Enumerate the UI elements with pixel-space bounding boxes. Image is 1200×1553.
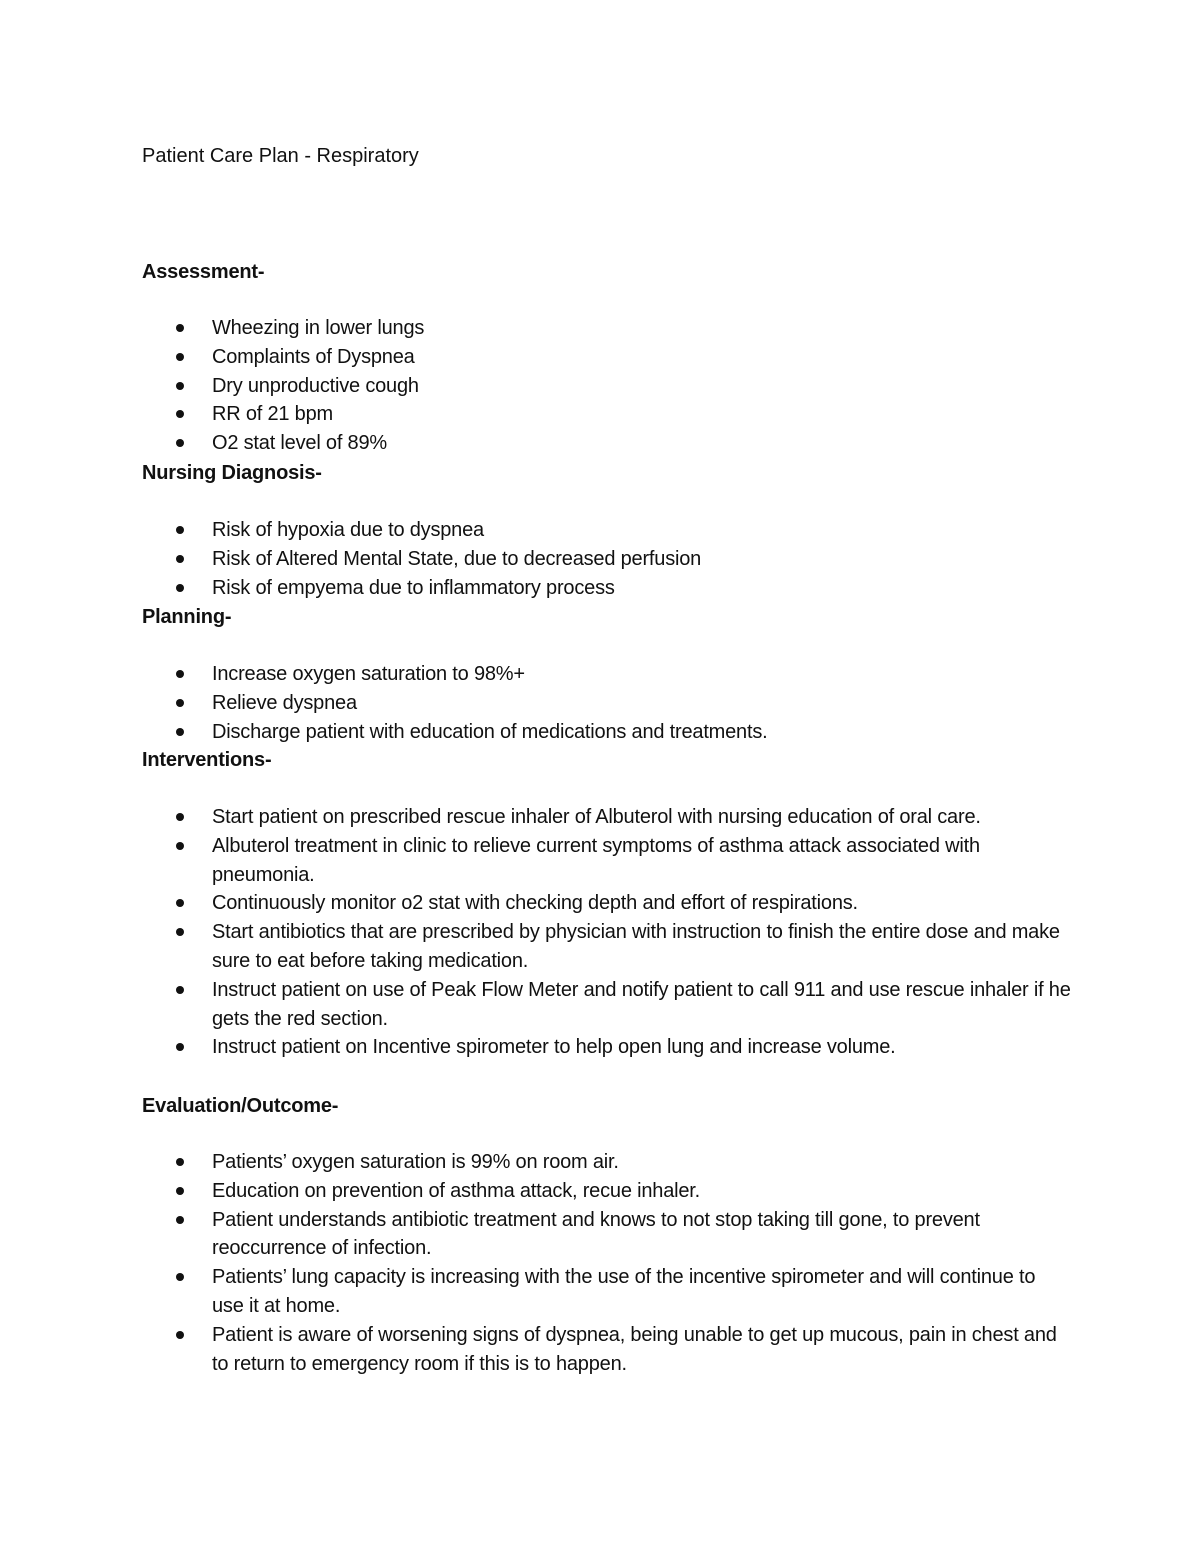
bullet-icon [176, 439, 184, 447]
list-item-text: Risk of Altered Mental State, due to decreased perfusion [212, 547, 702, 570]
list-item-text: Albuterol treatment in clinic to relieve current symptoms of asthma attack associated with pneumonia. [212, 834, 980, 886]
list-item [212, 429, 1072, 458]
list-item-text: Dry unproductive cough [212, 374, 419, 397]
bullet-icon [176, 584, 184, 592]
bullet-icon [176, 842, 184, 850]
list-item [212, 1206, 1072, 1264]
list-item-text: Patients’ oxygen saturation is 99% on room air. [212, 1151, 619, 1173]
list-item-text: Complaints of Dyspnea [212, 345, 415, 368]
bullet-icon [176, 899, 184, 907]
assessment-list [212, 314, 1072, 458]
list-item-text: Increase oxygen saturation to 98%+ [212, 663, 525, 685]
bullet-icon [176, 1158, 184, 1166]
bullet-icon [176, 1331, 184, 1339]
list-item-text: Education on prevention of asthma attack, recue inhaler. [212, 1179, 700, 1202]
bullet-icon [176, 1216, 184, 1224]
list-item-text: Patient is aware of worsening signs of dyspnea, being unable to get up mucous, pain in chest and to return to emergency room if this is to happen. [212, 1323, 1057, 1375]
list-item [212, 660, 1072, 689]
list-item [212, 372, 1072, 401]
list-item-text: Discharge patient with education of medications and treatments. [212, 720, 768, 743]
list-item-text: Instruct patient on use of Peak Flow Meter and notify patient to call 911 and use rescue inhaler if he gets the red section. [212, 978, 1071, 1030]
bullet-icon [176, 526, 184, 534]
nursing-diagnosis-heading: Nursing Diagnosis- [142, 462, 322, 484]
list-item [212, 400, 1072, 429]
list-item-text: Start patient on prescribed rescue inhaler of Albuterol with nursing education of oral care. [212, 806, 981, 828]
list-item [212, 689, 1072, 718]
list-item [212, 889, 1072, 918]
nursing-diagnosis-list [212, 516, 1072, 602]
evaluation-heading: Evaluation/Outcome- [142, 1095, 339, 1117]
list-item [212, 1321, 1072, 1379]
list-item [212, 1177, 1072, 1206]
bullet-icon [176, 324, 184, 332]
list-item-text: O2 stat level of 89% [212, 432, 387, 455]
list-item [212, 1148, 1072, 1177]
list-item [212, 314, 1072, 343]
list-item [212, 1033, 1072, 1062]
planning-list [212, 660, 1072, 746]
list-item [212, 918, 1072, 976]
list-item [212, 516, 1072, 545]
list-item-text: Continuously monitor o2 stat with checking depth and effort of respirations. [212, 892, 858, 915]
assessment-heading: Assessment- [142, 261, 265, 283]
list-item-text: Patient understands antibiotic treatment and knows to not stop taking till gone, to prevent reoccurrence of infection. [212, 1208, 980, 1260]
list-item-text: Start antibiotics that are prescribed by physician with instruction to finish the entire dose and make sure to eat before taking medication. [212, 921, 1060, 972]
list-item [212, 803, 1072, 832]
planning-heading: Planning- [142, 606, 232, 628]
bullet-icon [176, 699, 184, 707]
list-item-text: Risk of hypoxia due to dyspnea [212, 519, 484, 541]
list-item-text: Instruct patient on Incentive spirometer to help open lung and increase volume. [212, 1036, 896, 1059]
list-item-text: RR of 21 bpm [212, 403, 333, 426]
list-item [212, 574, 1072, 603]
interventions-list [212, 803, 1072, 1062]
list-item-text: Wheezing in lower lungs [212, 317, 425, 339]
list-item [212, 976, 1072, 1034]
document-title: Patient Care Plan - Respiratory [142, 145, 419, 167]
bullet-icon [176, 382, 184, 390]
interventions-heading: Interventions- [142, 749, 272, 771]
list-item [212, 343, 1072, 372]
list-item [212, 718, 1072, 747]
bullet-icon [176, 728, 184, 736]
list-item [212, 545, 1072, 574]
list-item-text: Relieve dyspnea [212, 691, 357, 714]
list-item [212, 832, 1072, 890]
bullet-icon [176, 353, 184, 361]
bullet-icon [176, 986, 184, 994]
bullet-icon [176, 1043, 184, 1051]
list-item-text: Patients’ lung capacity is increasing with the use of the incentive spirometer and will continue to use it at home. [212, 1266, 1036, 1317]
list-item-text: Risk of empyema due to inflammatory process [212, 576, 615, 599]
bullet-icon [176, 928, 184, 936]
list-item [212, 1263, 1072, 1321]
bullet-icon [176, 1273, 184, 1281]
bullet-icon [176, 813, 184, 821]
bullet-icon [176, 1187, 184, 1195]
evaluation-list [212, 1148, 1072, 1378]
bullet-icon [176, 555, 184, 563]
bullet-icon [176, 410, 184, 418]
bullet-icon [176, 670, 184, 678]
